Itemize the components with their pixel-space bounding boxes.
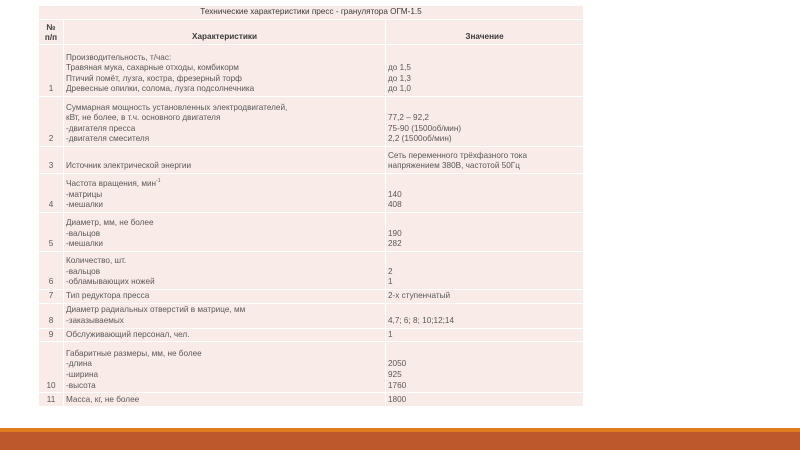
row-value [386,303,584,328]
value-line: 4,7; 6; 8; 10;12;14 [388,316,455,325]
characteristic-line: Древесные опилки, солома, лузга подсолнечника [66,84,255,94]
header-number [39,20,64,45]
value-line: 1760 [388,380,407,390]
spec-table [38,5,584,407]
table-title: Технические характеристики пресс - гранулятора ОГМ-1.5 [39,6,584,20]
characteristic-line: -обламывающих ножей [66,277,155,287]
characteristic-head-text: Частота вращения, мин [66,179,157,189]
characteristic-line: Источник электрической энергии [66,161,192,171]
table-row [39,213,584,252]
characteristic-line: Суммарная мощность установленных электродвигателей, [66,102,288,112]
table-row [39,45,584,97]
characteristic-line: -двигателя смесителя [66,134,150,144]
characteristic-line: -вальцов [66,228,101,238]
value-line: 2050 [388,359,407,369]
characteristic-line: Масса, кг, не более [66,394,140,404]
characteristic-line: -двигателя пресса [66,123,136,133]
row-characteristic [64,174,386,213]
header-number-line1: № [46,23,56,32]
table-row [39,303,584,328]
table-row [39,328,584,342]
row-value [386,342,584,393]
row-value [386,147,584,174]
characteristic-line: -мешалки [66,239,103,249]
row-number: 11 [39,393,64,407]
row-characteristic [64,45,386,97]
characteristic-line: Габаритные размеры, мм, не более [66,348,202,358]
value-line: 190 [388,228,402,238]
value-line: 925 [388,370,402,379]
row-characteristic [64,97,386,147]
row-value [386,213,584,252]
row-characteristic [64,303,386,328]
characteristic-line: Диаметр радиальных отверстий в матрице, мм [66,305,246,315]
row-number: 10 [39,342,64,393]
row-characteristic [64,290,386,304]
value-line: 75-90 (1500об/мин) [388,123,462,133]
characteristic-line: -длина [66,359,92,369]
value-line: 2-х ступенчатый [388,291,451,300]
row-number: 6 [39,252,64,290]
row-number: 7 [39,290,64,304]
row-value [386,328,584,342]
row-value [386,174,584,213]
characteristic-line: -высота [66,380,96,390]
value-line: до 1,0 [388,84,411,94]
table-row [39,97,584,147]
characteristic-line: Количество, шт. [66,256,127,266]
value-line: 1 [388,329,393,339]
value-line: 2,2 (1500об/мин) [388,134,452,144]
row-number: 9 [39,328,64,342]
value-line: 1800 [388,394,407,404]
table-row [39,393,584,407]
row-characteristic [64,147,386,174]
table-row [39,290,584,304]
row-value [386,97,584,147]
row-number: 5 [39,213,64,252]
value-line: Сеть переменного трёхфазного тока [388,150,528,160]
characteristic-line: -матрицы [66,189,103,199]
value-line: 408 [388,200,402,210]
row-characteristic [64,328,386,342]
row-value [386,45,584,97]
row-number: 2 [39,97,64,147]
header-characteristics: Характеристики [64,20,386,45]
row-characteristic [64,393,386,407]
header-value: Значение [386,20,584,45]
row-number: 3 [39,147,64,174]
characteristic-line: -ширина [66,370,99,379]
characteristic-line: -вальцов [66,266,101,276]
row-number: 1 [39,45,64,97]
value-line: 1 [388,277,393,287]
characteristic-line: Птичий помёт, лузга, костра, фрезерный торф [66,73,242,83]
characteristic-line: кВт, не более, в т.ч. основного двигателя [66,113,221,123]
value-line: до 1,5 [388,63,411,73]
value-line: 282 [388,239,402,249]
table-body [39,45,584,407]
value-line: 140 [388,189,402,199]
row-value [386,290,584,304]
value-line: 2 [388,266,393,276]
table-row [39,174,584,213]
characteristic-line [66,179,383,190]
row-characteristic [64,252,386,290]
characteristic-superscript: -1 [156,178,161,185]
row-value [386,252,584,290]
characteristic-line: -заказываемых [66,316,124,325]
table-row [39,252,584,290]
row-number: 8 [39,303,64,328]
row-value [386,393,584,407]
characteristic-line: Диаметр, мм, не более [66,218,154,228]
characteristic-line: Обслуживающий персонал, чел. [66,329,190,339]
row-number: 4 [39,174,64,213]
value-line: до 1,3 [388,73,411,83]
footer-bar [0,432,800,450]
characteristic-line: Производительность, т/час: [66,52,172,62]
value-line: напряжением 380В, частотой 50Гц [388,161,520,171]
row-characteristic [64,342,386,393]
header-number-line2: п/п [44,33,58,42]
characteristic-line: Тип редуктора пресса [66,291,150,300]
value-line: 77,2 – 92,2 [388,113,429,123]
table-row [39,342,584,393]
characteristic-line: Травяная мука, сахарные отходы, комбикорм [66,63,239,73]
row-characteristic [64,213,386,252]
characteristic-line: -мешалки [66,200,103,210]
table-row [39,147,584,174]
